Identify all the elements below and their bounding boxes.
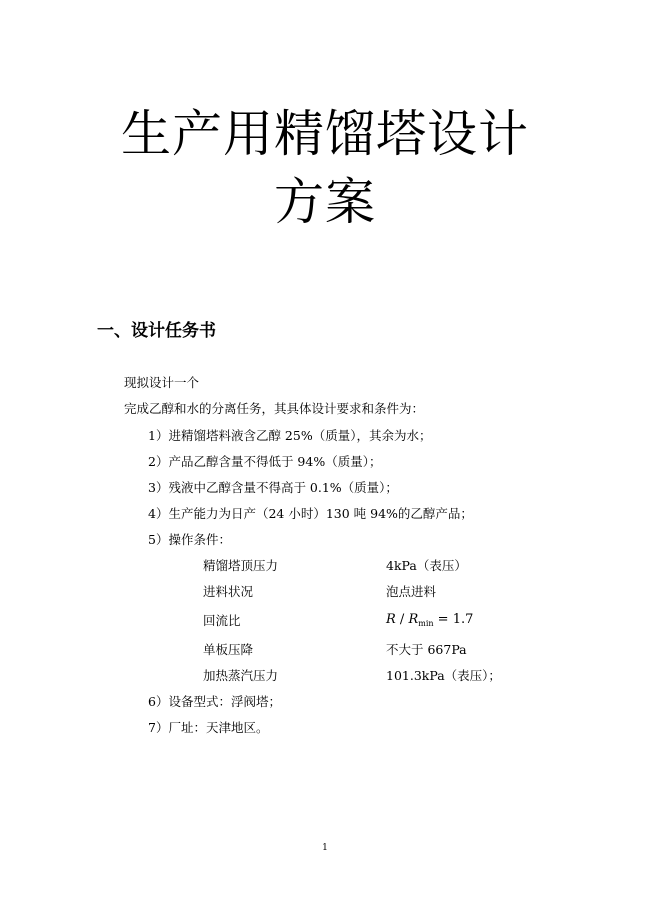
- condition-value-plate-pressure-drop: 不大于 667Pa: [386, 642, 467, 657]
- condition-label-reflux-ratio: 回流比: [203, 613, 241, 628]
- condition-value-reflux-ratio: [386, 611, 473, 633]
- requirement-item-5: 5）操作条件：: [148, 532, 231, 547]
- page-number: 1: [322, 843, 328, 853]
- requirement-item-3: 3）残液中乙醇含量不得高于 0.1%（质量）；: [148, 480, 398, 495]
- condition-label-top-pressure: 精馏塔顶压力: [203, 558, 279, 573]
- formula-slash: /: [395, 612, 409, 627]
- condition-value-steam-pressure: 101.3kPa（表压）；: [386, 668, 501, 683]
- formula-subscript: min: [418, 619, 434, 628]
- formula-number: 1.7: [452, 612, 474, 627]
- requirement-item-6: 6）设备型式：浮阀塔；: [148, 694, 281, 709]
- section-heading: 一、设计任务书: [97, 321, 216, 341]
- formula-equals: =: [433, 612, 453, 627]
- requirement-item-7: 7）厂址：天津地区。: [148, 720, 269, 735]
- intro-line-2: 完成乙醇和水的分离任务，其具体设计要求和条件为：: [124, 401, 425, 416]
- formula-rmin: R: [408, 612, 419, 627]
- condition-value-feed-state: 泡点进料: [386, 584, 437, 599]
- condition-value-top-pressure: 4kPa（表压）: [386, 558, 467, 573]
- requirement-item-4: 4）生产能力为日产（24 小时）130 吨 94%的乙醇产品；: [148, 506, 473, 521]
- intro-line-1: 现拟设计一个: [124, 375, 200, 390]
- document-title-line-1: 生产用精馏塔设计: [121, 105, 529, 163]
- formula-r: R: [386, 612, 396, 627]
- document-title-line-2: 方案: [274, 173, 376, 231]
- requirement-item-2: 2）产品乙醇含量不得低于 94%（质量）；: [148, 454, 382, 469]
- requirement-item-1: 1）进精馏塔料液含乙醇 25%（质量），其余为水；: [148, 428, 432, 443]
- condition-label-plate-pressure-drop: 单板压降: [203, 642, 254, 657]
- condition-label-steam-pressure: 加热蒸汽压力: [203, 668, 279, 683]
- condition-label-feed-state: 进料状况: [203, 584, 254, 599]
